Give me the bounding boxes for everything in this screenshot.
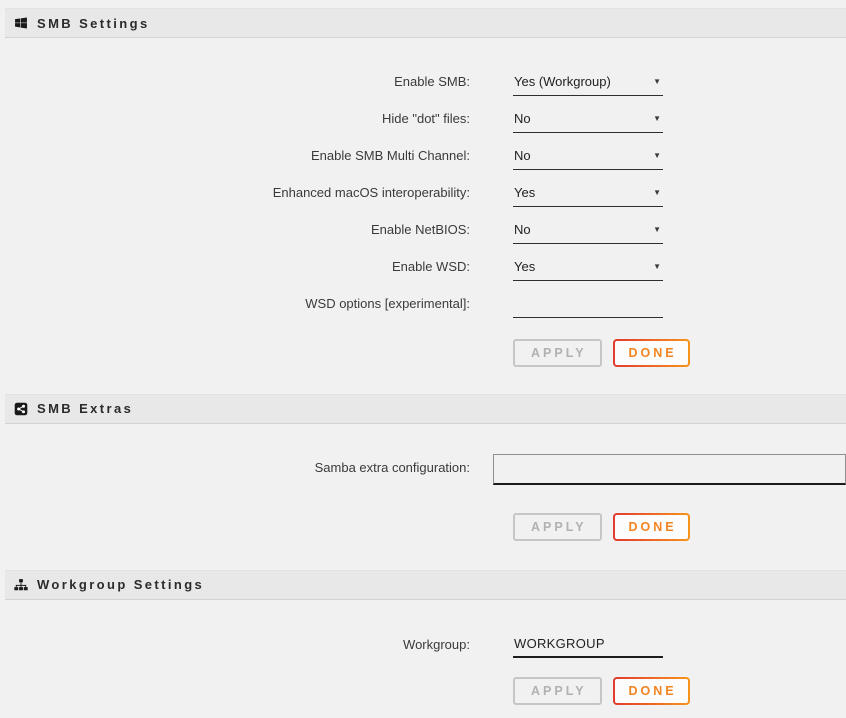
workgroup-done-button[interactable] bbox=[613, 677, 690, 705]
smb-settings-body bbox=[0, 38, 846, 367]
done-button-label: DONE bbox=[615, 341, 688, 365]
section-title: Workgroup Settings bbox=[37, 577, 205, 592]
wsd-select[interactable] bbox=[513, 258, 663, 281]
macos-interop-select[interactable] bbox=[513, 184, 663, 207]
macos-interop-label: Enhanced macOS interoperability: bbox=[272, 185, 470, 200]
wsd-options-label: WSD options [experimental]: bbox=[305, 296, 470, 311]
workgroup-apply-button[interactable]: APPLY bbox=[513, 677, 602, 705]
workgroup-buttons bbox=[513, 677, 846, 705]
chevron-down-icon: ▼ bbox=[653, 225, 661, 234]
smb-multi-channel-select[interactable] bbox=[513, 147, 663, 170]
enable-smb-select[interactable] bbox=[513, 73, 663, 96]
smb-extras-done-button[interactable] bbox=[613, 513, 690, 541]
chevron-down-icon: ▼ bbox=[653, 262, 661, 271]
netbios-label: Enable NetBIOS: bbox=[371, 222, 470, 237]
smb-extras-buttons bbox=[513, 513, 846, 541]
workgroup-settings-section bbox=[0, 570, 846, 706]
smb-settings-done-button[interactable] bbox=[613, 339, 690, 367]
chevron-down-icon: ▼ bbox=[653, 77, 661, 86]
done-button-label: DONE bbox=[615, 515, 688, 539]
smb-settings-section bbox=[0, 8, 846, 367]
sitemap-icon bbox=[14, 578, 28, 592]
select-value: No bbox=[514, 111, 531, 126]
select-value: Yes bbox=[514, 185, 536, 200]
form-row bbox=[0, 147, 846, 170]
wsd-label: Enable WSD: bbox=[391, 259, 470, 274]
windows-icon bbox=[14, 16, 28, 30]
enable-smb-label: Enable SMB: bbox=[394, 74, 470, 89]
smb-settings-apply-button[interactable]: APPLY bbox=[513, 339, 602, 367]
workgroup-settings-body bbox=[0, 600, 846, 706]
netbios-select[interactable] bbox=[513, 221, 663, 244]
smb-multi-channel-label: Enable SMB Multi Channel: bbox=[311, 148, 470, 163]
workgroup-label: Workgroup: bbox=[403, 636, 470, 652]
hide-dot-files-label: Hide "dot" files: bbox=[382, 111, 470, 126]
wsd-options-input[interactable] bbox=[513, 295, 663, 318]
smb-extras-header bbox=[5, 394, 846, 424]
smb-settings-header bbox=[5, 8, 846, 38]
chevron-down-icon: ▼ bbox=[653, 114, 661, 123]
workgroup-input[interactable] bbox=[513, 636, 663, 659]
form-row bbox=[0, 295, 846, 318]
form-row bbox=[0, 636, 846, 659]
form-row bbox=[0, 110, 846, 133]
smb-extras-apply-button[interactable]: APPLY bbox=[513, 513, 602, 541]
samba-extra-config-textarea[interactable] bbox=[493, 454, 846, 485]
chevron-down-icon: ▼ bbox=[653, 188, 661, 197]
section-title: SMB Settings bbox=[37, 15, 150, 31]
chevron-down-icon: ▼ bbox=[653, 151, 661, 160]
smb-settings-buttons bbox=[513, 339, 846, 367]
select-value: No bbox=[514, 222, 531, 237]
section-title: SMB Extras bbox=[37, 401, 134, 416]
done-button-label: DONE bbox=[615, 679, 688, 703]
smb-extras-section bbox=[0, 394, 846, 541]
workgroup-settings-header bbox=[5, 570, 846, 600]
form-row bbox=[0, 221, 846, 244]
form-row bbox=[0, 258, 846, 281]
smb-extras-body bbox=[0, 424, 846, 541]
samba-extra-config-label: Samba extra configuration: bbox=[314, 459, 470, 475]
share-icon bbox=[14, 402, 28, 416]
select-value: Yes bbox=[514, 259, 536, 274]
form-row bbox=[0, 73, 846, 96]
select-value: Yes (Workgroup) bbox=[514, 74, 611, 89]
hide-dot-files-select[interactable] bbox=[513, 110, 663, 133]
form-row bbox=[0, 184, 846, 207]
select-value: No bbox=[514, 148, 531, 163]
form-row bbox=[0, 454, 846, 485]
